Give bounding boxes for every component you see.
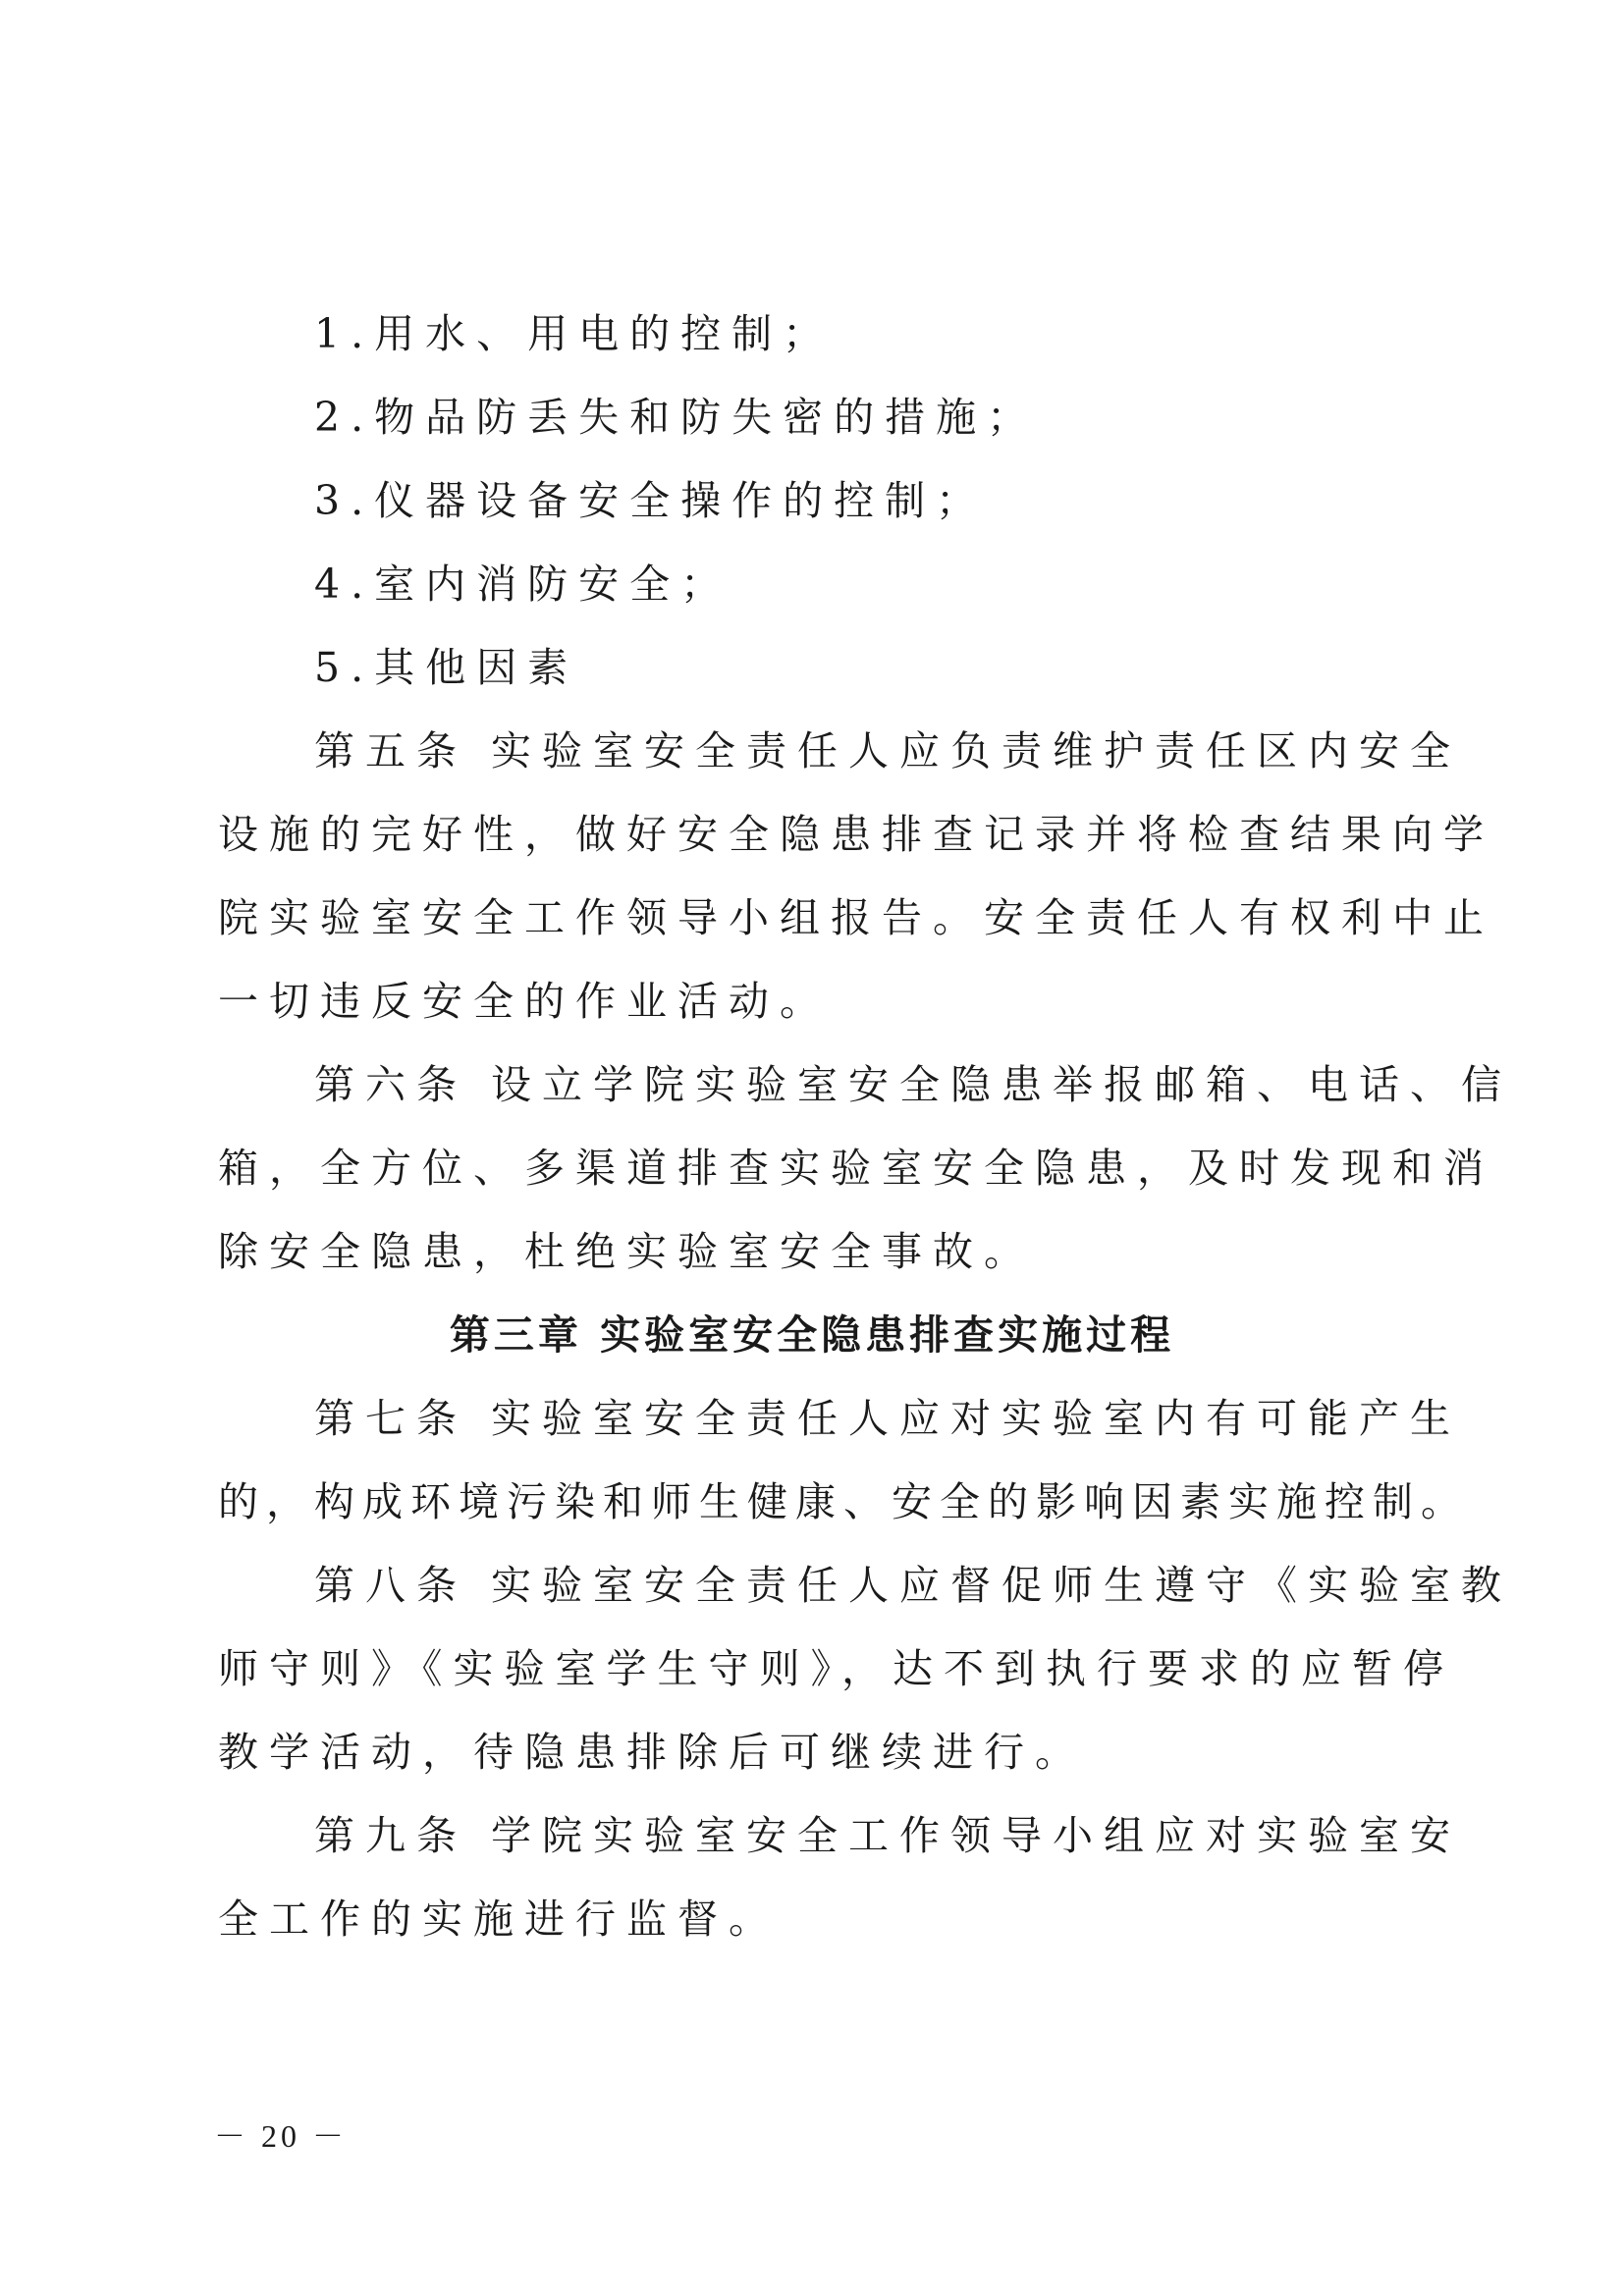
article-8-line: 师守则》《实验室学生守则》，达不到执行要求的应暂停 [218,1645,1454,1692]
article-8-line: 第八条 实验室安全责任人应督促师生遵守《实验室教 [314,1562,1513,1609]
list-item: 2.物品防丢失和防失密的措施； [314,394,1039,441]
article-6-line: 箱，全方位、多渠道排查实验室安全隐患，及时发现和消 [218,1145,1494,1192]
article-5-line: 一切违反安全的作业活动。 [218,978,831,1025]
article-5-line: 院实验室安全工作领导小组报告。安全责任人有权利中止 [218,894,1494,941]
article-5-line: 第五条 实验室安全责任人应负责维护责任区内安全 [314,727,1462,774]
article-6-line: 第六条 设立学院实验室安全隐患举报邮箱、电话、信 [314,1061,1513,1108]
article-7-line: 的，构成环境污染和师生健康、安全的影响因素实施控制。 [218,1478,1469,1525]
list-item: 5.其他因素 [314,644,579,691]
article-9-line: 全工作的实施进行监督。 [218,1896,780,1943]
chapter-heading: 第三章 实验室安全隐患排查实施过程 [449,1311,1175,1359]
list-item: 3.仪器设备安全操作的控制； [314,477,988,524]
article-9-line: 第九条 学院实验室安全工作领导小组应对实验室安 [314,1812,1462,1859]
article-7-line: 第七条 实验室安全责任人应对实验室内有可能产生 [314,1395,1462,1442]
page-number: － 20 － [214,2118,349,2154]
article-6-line: 除安全隐患，杜绝实验室安全事故。 [218,1228,1035,1275]
article-5-line: 设施的完好性，做好安全隐患排查记录并将检查结果向学 [218,811,1494,858]
list-item: 4.室内消防安全； [314,561,732,608]
list-item: 1.用水、用电的控制； [314,310,835,357]
article-8-line: 教学活动，待隐患排除后可继续进行。 [218,1729,1086,1776]
